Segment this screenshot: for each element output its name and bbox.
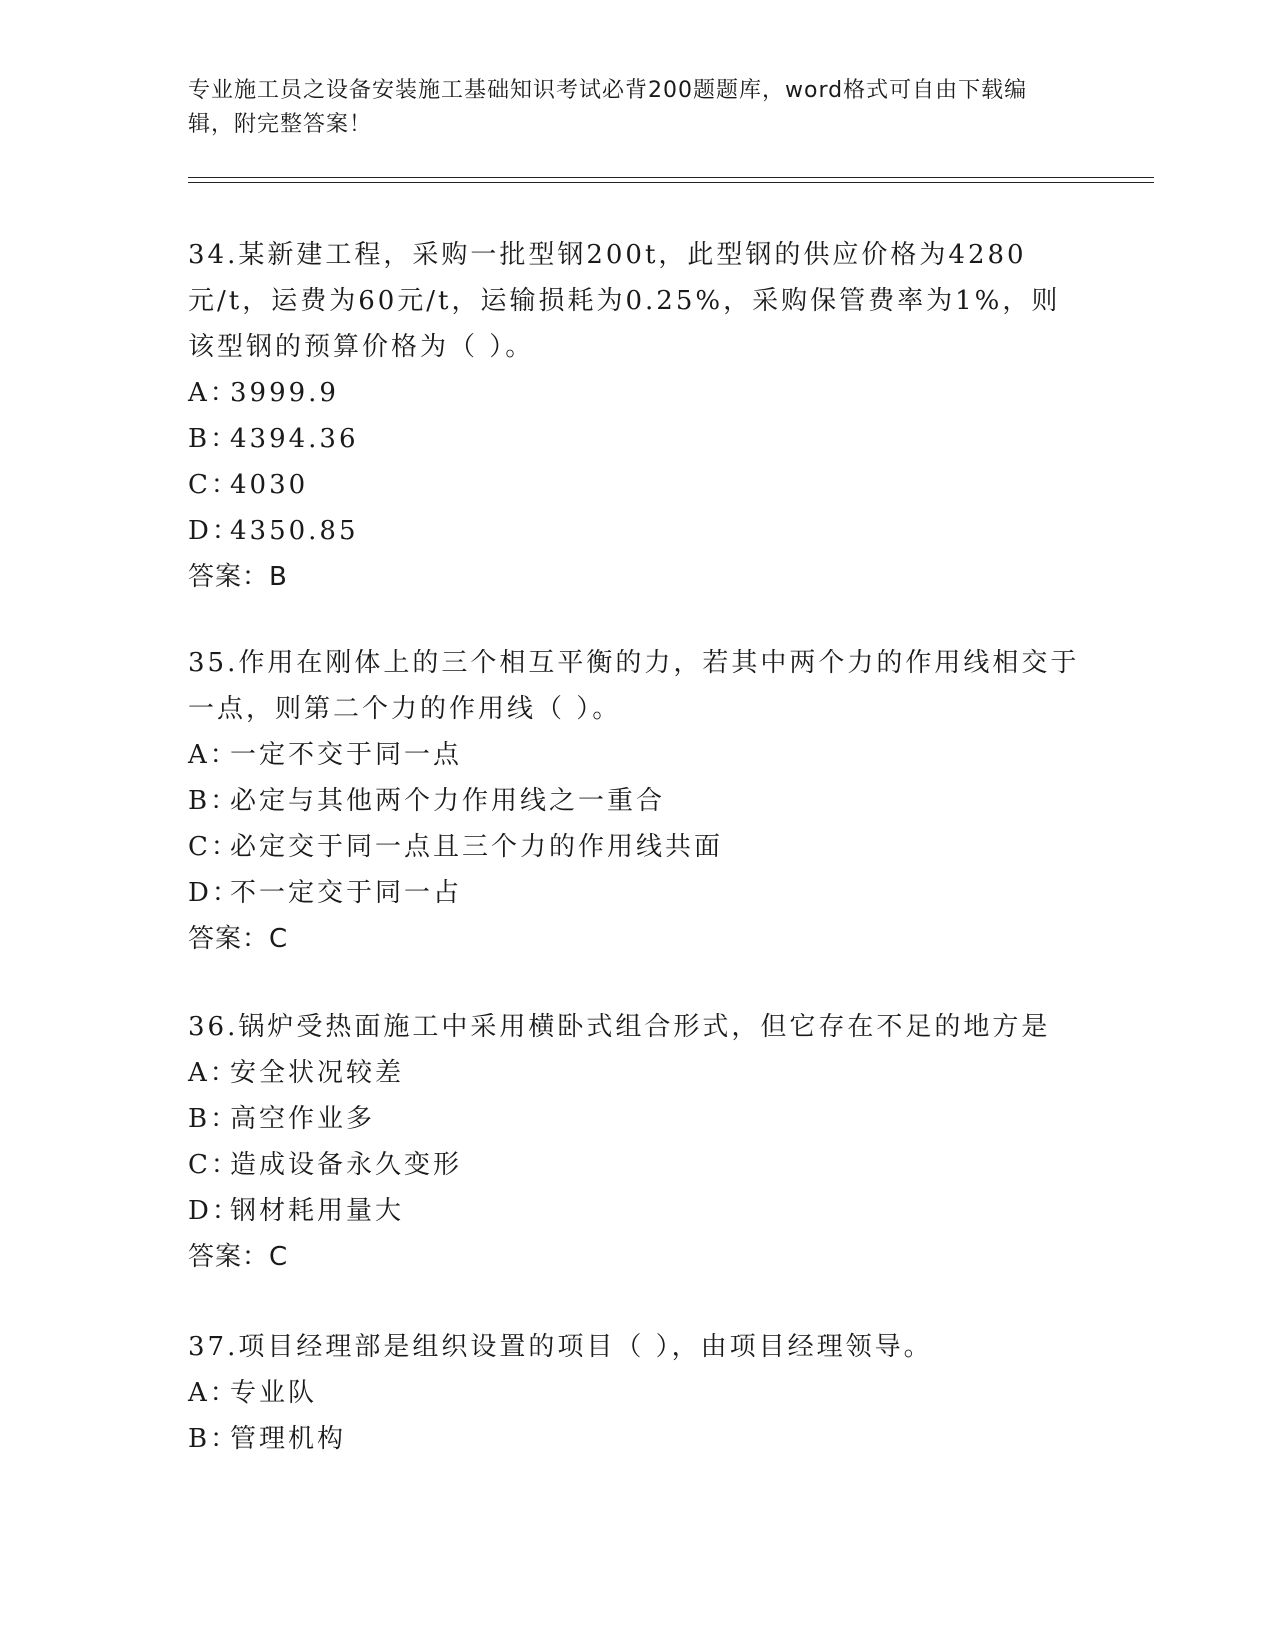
option-b xyxy=(188,778,1088,824)
header-divider xyxy=(188,177,1154,178)
option-key: C： xyxy=(188,1150,240,1180)
option-a xyxy=(188,1370,1088,1416)
option-key: B： xyxy=(188,424,240,454)
option-c xyxy=(188,1142,1088,1188)
option-key: B： xyxy=(188,1104,240,1134)
answer-line: 答案：B xyxy=(188,562,288,592)
option-text: 造成设备永久变形 xyxy=(230,1150,463,1180)
option-key: B： xyxy=(188,786,240,816)
option-key: B： xyxy=(188,1424,240,1454)
option-d xyxy=(188,508,1088,554)
question-37 xyxy=(188,1324,1088,1462)
option-text: 不一定交于同一占 xyxy=(230,878,463,908)
answer-line: 答案：C xyxy=(188,1242,289,1272)
option-text: 管理机构 xyxy=(230,1424,347,1454)
option-c xyxy=(188,462,1088,508)
question-stem: 34.某新建工程，采购一批型钢200t，此型钢的供应价格为4280元/t，运费为60元/t，运输损耗为0.25%，采购保管费率为1%，则该型钢的预算价格为（ ）。 xyxy=(188,240,1061,362)
option-key: D： xyxy=(188,878,241,908)
option-c xyxy=(188,824,1088,870)
option-text: 3999.9 xyxy=(230,378,339,408)
option-text: 一定不交于同一点 xyxy=(230,740,463,770)
question-34 xyxy=(188,232,1088,600)
question-stem: 35.作用在刚体上的三个相互平衡的力，若其中两个力的作用线相交于一点，则第二个力的作用线（ ）。 xyxy=(188,648,1080,724)
option-text: 4030 xyxy=(230,470,309,500)
option-key: A： xyxy=(188,378,239,408)
option-b xyxy=(188,416,1088,462)
answer-line: 答案：C xyxy=(188,924,289,954)
option-b xyxy=(188,1096,1088,1142)
option-text: 高空作业多 xyxy=(230,1104,376,1134)
option-key: A： xyxy=(188,1058,239,1088)
option-a xyxy=(188,370,1088,416)
option-key: D： xyxy=(188,516,241,546)
option-a xyxy=(188,732,1088,778)
question-36 xyxy=(188,1004,1088,1280)
page-header: 专业施工员之设备安装施工基础知识考试必背200题题库，word格式可自由下载编辑，附完整答案！ xyxy=(188,78,1028,137)
question-35 xyxy=(188,640,1088,962)
option-text: 钢材耗用量大 xyxy=(230,1196,405,1226)
option-key: C： xyxy=(188,832,240,862)
option-text: 专业队 xyxy=(230,1378,318,1408)
option-text: 必定与其他两个力作用线之一重合 xyxy=(230,786,666,816)
option-b xyxy=(188,1416,1088,1462)
option-a xyxy=(188,1050,1088,1096)
option-d xyxy=(188,1188,1088,1234)
option-text: 必定交于同一点且三个力的作用线共面 xyxy=(230,832,724,862)
option-text: 安全状况较差 xyxy=(230,1058,405,1088)
option-key: D： xyxy=(188,1196,241,1226)
header-divider xyxy=(188,182,1154,183)
option-key: C： xyxy=(188,470,240,500)
option-d xyxy=(188,870,1088,916)
option-text: 4350.85 xyxy=(230,516,359,546)
question-stem: 37.项目经理部是组织设置的项目（ ），由项目经理领导。 xyxy=(188,1332,933,1362)
option-key: A： xyxy=(188,740,239,770)
option-text: 4394.36 xyxy=(230,424,359,454)
question-stem: 36.锅炉受热面施工中采用横卧式组合形式，但它存在不足的地方是 xyxy=(188,1012,1051,1042)
option-key: A： xyxy=(188,1378,239,1408)
